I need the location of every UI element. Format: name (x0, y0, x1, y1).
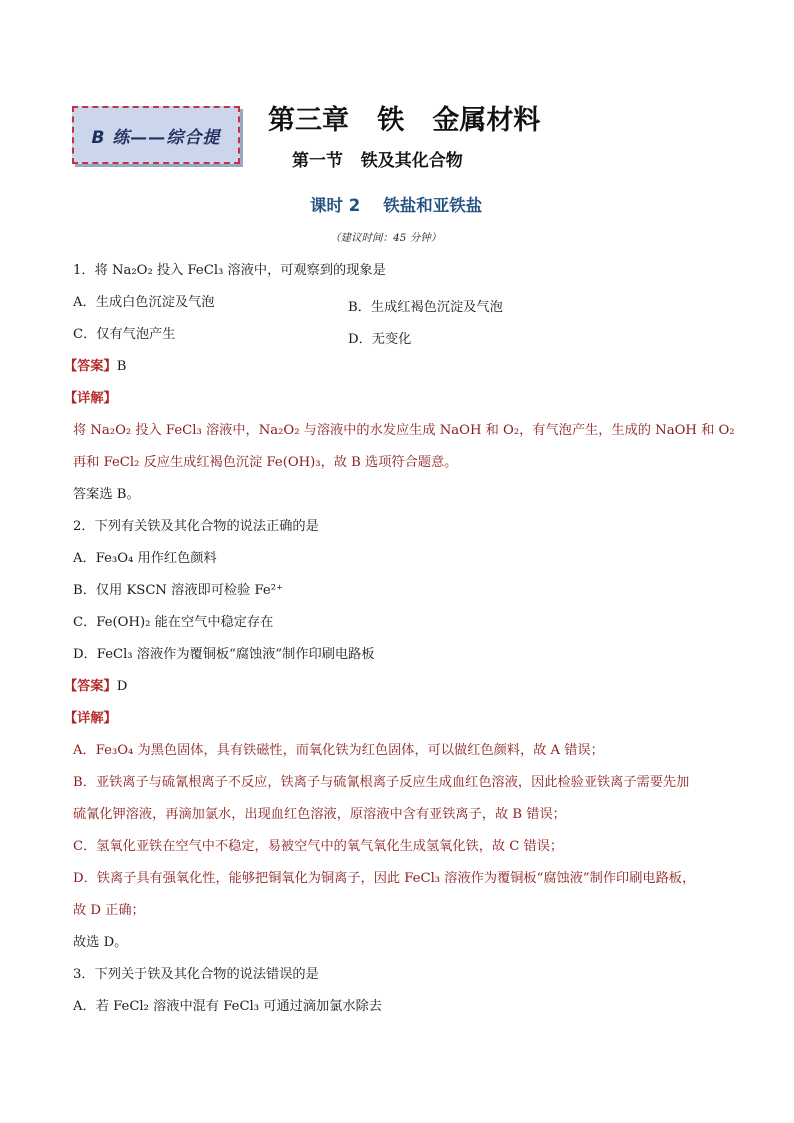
q2-detail-line: D．铁离子具有强氧化性，能够把铜氧化为铜离子，因此 FeCl₃ 溶液作为覆铜板“腐蚀液”制作印刷电路板， (73, 871, 696, 886)
q1-detail-label: 【详解】 (64, 391, 117, 406)
q1-stem: 1．将 Na₂O₂ 投入 FeCl₃ 溶液中，可观察到的现象是 (73, 263, 386, 278)
q2-stem: 2．下列有关铁及其化合物的说法正确的是 (73, 519, 319, 534)
q1-answer (64, 360, 126, 373)
q1-detail-line: 再和 FeCl₂ 反应生成红褐色沉淀 Fe(OH)₃，故 B 选项符合题意。 (73, 455, 458, 470)
q2-detail-label: 【详解】 (64, 711, 117, 726)
q2-option-a: A．Fe₃O₄ 用作红色颜料 (73, 551, 217, 566)
q2-answer (64, 680, 127, 693)
q1-option-d: D．无变化 (348, 332, 412, 347)
q3-option-a: A．若 FeCl₂ 溶液中混有 FeCl₃ 可通过滴加氯水除去 (73, 999, 382, 1014)
q1-option-a: A．生成白色沉淀及气泡 (73, 295, 215, 310)
section-title: 第一节 铁及其化合物 (292, 151, 463, 171)
answer-label: 【答案】 (64, 679, 117, 694)
q1-option-b: B．生成红褐色沉淀及气泡 (348, 300, 503, 315)
suggested-time: （建议时间：45 分钟） (330, 232, 442, 244)
q1-option-c: C．仅有气泡产生 (73, 327, 176, 342)
q2-detail-line: 硫氰化钾溶液，再滴加氯水，出现血红色溶液，原溶液中含有亚铁离子，故 B 错误； (73, 807, 566, 822)
q2-option-b: B．仅用 KSCN 溶液即可检验 Fe²⁺ (73, 583, 283, 598)
q3-stem: 3．下列关于铁及其化合物的说法错误的是 (73, 967, 319, 982)
q2-option-d: D．FeCl₃ 溶液作为覆铜板“腐蚀液”制作印刷电路板 (73, 647, 375, 662)
q2-option-c: C．Fe(OH)₂ 能在空气中稳定存在 (73, 615, 274, 630)
q2-detail-line: 故 D 正确； (73, 903, 145, 918)
q1-conclusion: 答案选 B。 (73, 487, 140, 502)
lesson-title: 课时 2 铁盐和亚铁盐 (310, 196, 483, 215)
q2-conclusion: 故选 D。 (73, 935, 128, 950)
q1-detail-line: 将 Na₂O₂ 投入 FeCl₃ 溶液中，Na₂O₂ 与溶液中的水发应生成 NaOH 和 O₂，有气泡产生，生成的 NaOH 和 O₂ (73, 423, 735, 438)
answer-label: 【答案】 (64, 359, 117, 374)
q2-detail-line: A．Fe₃O₄ 为黑色固体，具有铁磁性，而氧化铁为红色固体，可以做红色颜料，故 A 错误； (73, 743, 604, 758)
answer-value: B (116, 359, 127, 374)
q2-detail-line: B．亚铁离子与硫氰根离子不反应，铁离子与硫氰根离子反应生成血红色溶液，因此检验亚铁离子需要先加 (73, 775, 690, 790)
q2-detail-line: C．氢氧化亚铁在空气中不稳定，易被空气中的氧气氧化生成氢氧化铁，故 C 错误； (73, 839, 564, 854)
chapter-title: 第三章 铁 金属材料 (268, 105, 541, 136)
answer-value: D (116, 679, 128, 694)
section-badge: B 练——综合提 (72, 106, 240, 164)
